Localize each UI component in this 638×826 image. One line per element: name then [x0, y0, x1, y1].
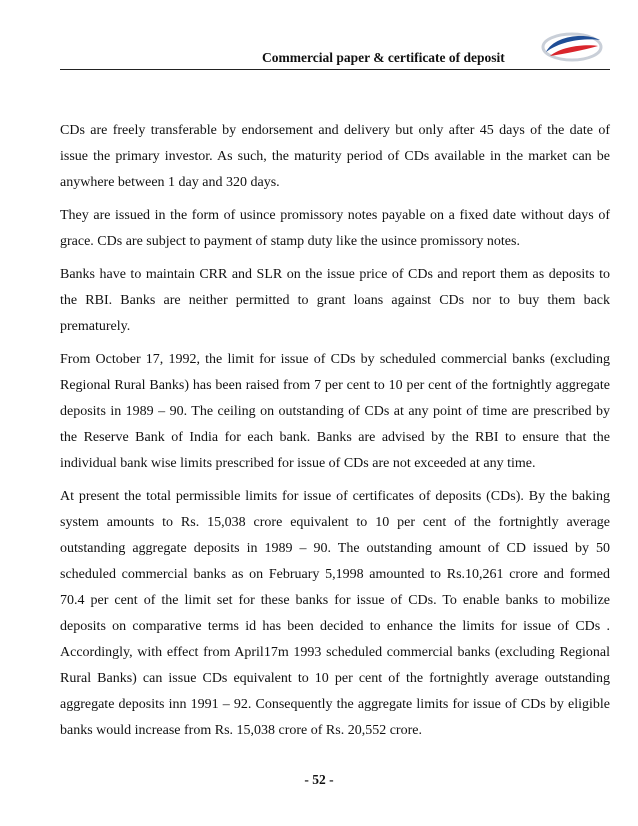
- paragraph-cd-transferability: CDs are freely transferable by endorsement and delivery but only after 45 days of the date of issue the primary investor. As such, the maturity period of CDs available in the market can be anywhere between 1 day and 320 days.: [60, 123, 610, 190]
- logo-red-swoosh: [550, 45, 598, 56]
- paragraph-permissible-limits: At present the total permissible limits for issue of certificates of deposits (CDs). By the baking system amounts to Rs. 15,038 crore equivalent to 10 per cent of the fortnightly average outstanding aggregate deposits in 1989 – 90. The outstanding amount of CD issued by 50 scheduled commercial banks as on February 5,1998 amounted to Rs.10,261 crore and formed 70.4 per cent of the limit set for these banks for issue of CDs. To enable banks to mobilize deposits on comparative terms id has been decided to enhance the limits for issue of CDs . Accordingly, with effect from April17m 1993 scheduled commercial banks (excluding Regional Rural Banks) can issue CDs equivalent to 10 per cent of the fortnightly average outstanding aggregate deposits inn 1991 – 92. Consequently the aggregate limits for issue of CDs by eligible banks would increase from Rs. 15,038 crore of Rs. 20,552 crore.: [60, 489, 610, 738]
- paragraph-crr-slr: Banks have to maintain CRR and SLR on the issue price of CDs and report them as deposits to the RBI. Banks are neither permitted to grant loans against CDs nor to buy them back prematurely.: [60, 267, 610, 334]
- paragraph-cd-issue-form: They are issued in the form of usince promissory notes payable on a fixed date without days of grace. CDs are subject to payment of stamp duty like the usince promissory notes.: [60, 208, 610, 249]
- header-divider: [60, 69, 610, 70]
- header-title: Commercial paper & certificate of deposit: [262, 50, 505, 65]
- swoosh-logo-icon: [540, 30, 604, 64]
- paragraph-issue-limit-1992: From October 17, 1992, the limit for issue of CDs by scheduled commercial banks (excluding Regional Rural Banks) has been raised from 7 per cent to 10 per cent of the fortnightly aggregate deposits in 1989 – 90. The ceiling on outstanding of CDs at any point of time are prescribed by the Reserve Bank of India for each bank. Banks are advised by the RBI to ensure that the individual bank wise limits prescribed for issue of CDs are not exceeded at any time.: [60, 352, 610, 471]
- page-number: - 52 -: [304, 772, 334, 787]
- document-body: [60, 118, 610, 751]
